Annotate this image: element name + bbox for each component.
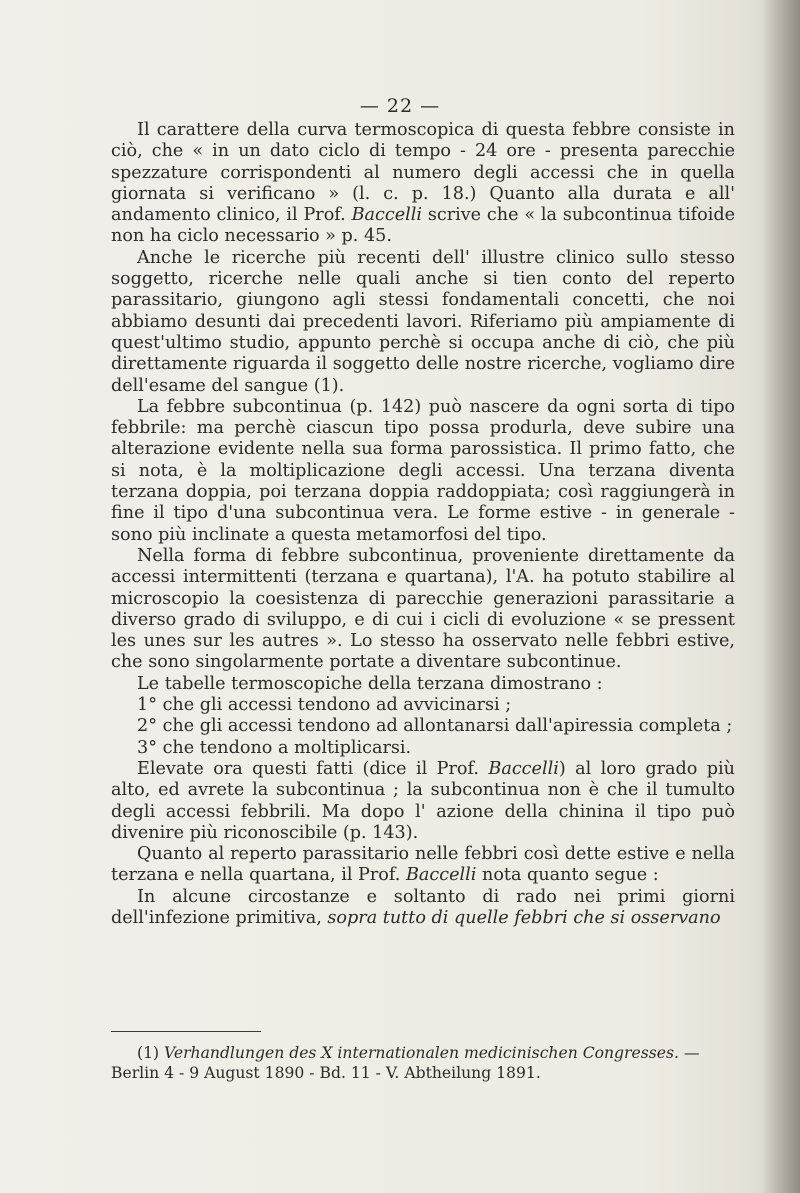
author-name: Baccelli bbox=[351, 205, 423, 226]
footnote bbox=[111, 1044, 735, 1083]
footnote-title: Verhandlungen des X internationalen medicinischen Congresses. bbox=[164, 1044, 679, 1062]
paragraph-2: Anche le ricerche più recenti dell' illustre clinico sullo stesso soggetto, ricerche nelle quali anche si tien conto del reperto parassitario, giungono agli stessi fondamentali concetti, che noi abbiamo desunti dai precedenti lavori. Riferiamo più ampiamente di quest'ultimo studio, appunto perchè si occupa anche di ciò, che più direttamente riguarda il soggetto delle nostre ricerche, vogliamo dire dell'esame del sangue (1). bbox=[111, 247, 735, 396]
paragraph-7: Quanto al reperto parassitario nelle febbri così dette estive e nella terzana e nella quartana, il Prof. Baccelli nota quanto segue : bbox=[111, 844, 735, 886]
paragraph-5: Le tabelle termoscopiche della terzana dimostrano : bbox=[137, 673, 603, 694]
author-name: Baccelli bbox=[405, 865, 477, 886]
paragraph-1: Il carattere della curva termoscopica di questa febbre consiste in ciò, che « in un dato ciclo di tempo - 24 ore - presenta parecchie spezzature corrispondenti al numero degli accessi che in quella giornata si verificano » (l. c. p. 18.) Quanto alla durata e all' andamento clinico, il Prof. Baccelli scrive che « la subcontinua tifoide non ha ciclo necessario » p. 45. bbox=[111, 120, 735, 247]
footnote-line-2: Berlin 4 - 9 August 1890 - Bd. 11 - V. Abtheilung 1891. bbox=[111, 1063, 541, 1082]
page-edge-shadow bbox=[762, 0, 800, 1193]
paragraph-3: La febbre subcontinua (p. 142) può nascere da ogni sorta di tipo febbrile: ma perchè ciascun tipo possa produrla, deve subire una alterazione evidente nella sua forma parossistica. Il primo fatto, che si nota, è la moltiplicazione degli accessi. Una terzana diventa terzana doppia, poi terzana doppia raddoppiata; così raggiungerà in fine il tipo d'una subcontinua vera. Le forme estive - in generale - sono più inclinate a questa metamorfosi del tipo. bbox=[111, 396, 735, 545]
list-item-1: 1° che gli accessi tendono ad avvicinarsi ; bbox=[137, 695, 512, 716]
italic-phrase: sopra tutto di quelle febbri che si osservano bbox=[327, 907, 721, 928]
page-number: — 22 — bbox=[359, 95, 441, 117]
author-name: Baccelli bbox=[488, 758, 559, 779]
paragraph-8: In alcune circostanze e soltanto di rado nei primi giorni dell'infezione primitiva, sopra tutto di quelle febbri che si osservano bbox=[111, 886, 735, 928]
list-item-3: 3° che tendono a moltiplicarsi. bbox=[137, 737, 412, 758]
paragraph-6: Elevate ora questi fatti (dice il Prof. Baccelli) al loro grado più alto, ed avrete la subcontinua ; la subcontinua non è che il tumulto degli accessi febbrili. Ma dopo l' azione della chinina il tipo può divenire più riconoscibile (p. 143). bbox=[111, 758, 735, 843]
footnote-line-1: (1) Verhandlungen des X internationalen medicinischen Congresses. — bbox=[137, 1044, 700, 1062]
footnote-divider bbox=[111, 1031, 261, 1032]
list-item-2: 2° che gli accessi tendono ad allontanarsi dall'apiressia completa ; bbox=[137, 716, 733, 737]
paragraph-4: Nella forma di febbre subcontinua, proveniente direttamente da accessi intermittenti (terzana e quartana), l'A. ha potuto stabilire al microscopio la coesistenza di parecchie generazioni parassitarie a diverso grado di sviluppo, e di cui i cicli di evoluzione « se pressent les unes sur les autres ». Lo stesso ha osservato nelle febbri estive, che sono singolarmente portate a diventare subcontinue. bbox=[111, 545, 735, 673]
body-text bbox=[111, 120, 735, 929]
